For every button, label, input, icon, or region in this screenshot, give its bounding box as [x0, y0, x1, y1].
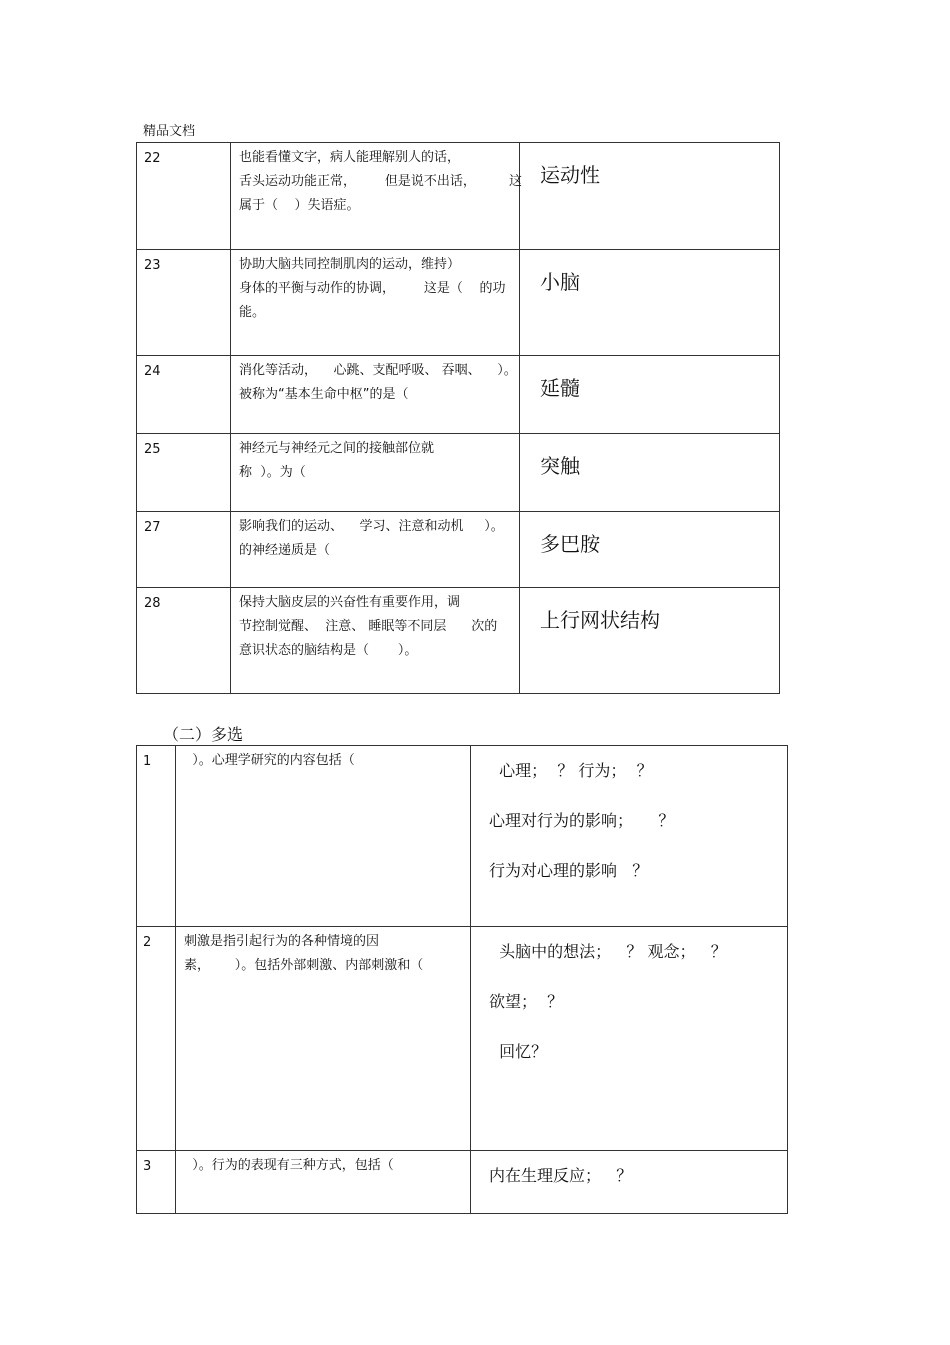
question-number: 27 — [137, 512, 231, 588]
question-line: 素， ）。包括外部刺激、内部刺激和（ — [184, 958, 424, 973]
question-line: 消化等活动， 心跳、支配呼吸、 吞咽、 ）。 — [239, 363, 517, 378]
answer-line: 心理对行为的影响； ？ — [489, 811, 675, 830]
question-line: 影响我们的运动、 学习、注意和动机 ）。 — [239, 519, 504, 534]
question-line: 被称为“基本生命中枢”的是（ — [239, 387, 409, 402]
question-text — [231, 588, 520, 694]
table-row — [137, 588, 780, 694]
table-row — [137, 1151, 788, 1214]
table-row — [137, 434, 780, 512]
answer-line: 头脑中的想法； ？ 观念； ？ — [489, 942, 727, 961]
question-line: 也能看懂文字，病人能理解别人的话， — [239, 150, 461, 165]
answer-cell: 突触 — [520, 434, 780, 512]
question-text — [231, 143, 520, 250]
table-row — [137, 356, 780, 434]
answer-line: 欲望； ？ — [489, 992, 564, 1011]
question-text — [231, 512, 520, 588]
section-title: （二）多选 — [163, 725, 244, 744]
question-number: 25 — [137, 434, 231, 512]
document-header: 精品文档 — [143, 124, 196, 139]
question-text — [176, 746, 471, 927]
question-number: 28 — [137, 588, 231, 694]
question-line: ）。心理学研究的内容包括（ — [184, 753, 355, 768]
question-text — [176, 1151, 471, 1214]
answer-line: 内在生理反应； ？ — [489, 1166, 633, 1185]
question-number: 2 — [137, 927, 176, 1151]
answer-cell: 运动性 — [520, 143, 780, 250]
answer-cell: 小脑 — [520, 250, 780, 356]
question-number: 24 — [137, 356, 231, 434]
answer-line: 回忆？ — [489, 1042, 548, 1061]
table-row — [137, 250, 780, 356]
question-number: 3 — [137, 1151, 176, 1214]
question-line: 刺激是指引起行为的各种情境的因 — [184, 934, 380, 949]
question-line: 意识状态的脑结构是（ ）。 — [239, 643, 418, 658]
question-text — [231, 250, 520, 356]
answer-cell — [471, 927, 788, 1151]
answer-line: 心理； ？ 行为； ？ — [489, 761, 653, 780]
question-line: 能。 — [239, 305, 266, 320]
single-choice-table — [136, 142, 780, 694]
table-row — [137, 746, 788, 927]
answer-cell: 上行网状结构 — [520, 588, 780, 694]
question-line: 的神经递质是（ — [239, 543, 331, 558]
question-text — [231, 434, 520, 512]
answer-cell — [471, 746, 788, 927]
question-number: 22 — [137, 143, 231, 250]
answer-cell: 多巴胺 — [520, 512, 780, 588]
answer-cell — [471, 1151, 788, 1214]
question-line: 保持大脑皮层的兴奋性有重要作用，调 — [239, 595, 461, 610]
question-line: 协助大脑共同控制肌肉的运动，维持） — [239, 257, 461, 272]
question-line: ）。行为的表现有三种方式，包括（ — [184, 1158, 394, 1173]
answer-line: 行为对心理的影响 ？ — [489, 861, 649, 880]
question-number: 23 — [137, 250, 231, 356]
table-row — [137, 143, 780, 250]
multi-choice-table — [136, 745, 788, 1214]
question-line: 舌头运动功能正常， 但是说不出话， 这 — [239, 174, 522, 189]
question-line: 身体的平衡与动作的协调， 这是（ 的功 — [239, 281, 506, 296]
question-line: 称 ）。为（ — [239, 465, 306, 480]
question-text — [231, 356, 520, 434]
table-row — [137, 512, 780, 588]
question-line: 神经元与神经元之间的接触部位就 — [239, 441, 435, 456]
question-text — [176, 927, 471, 1151]
question-number: 1 — [137, 746, 176, 927]
question-line: 属于（ ）失语症。 — [239, 198, 360, 213]
table-row — [137, 927, 788, 1151]
question-line: 节控制觉醒、 注意、 睡眠等不同层 次的 — [239, 619, 498, 634]
answer-cell: 延髓 — [520, 356, 780, 434]
